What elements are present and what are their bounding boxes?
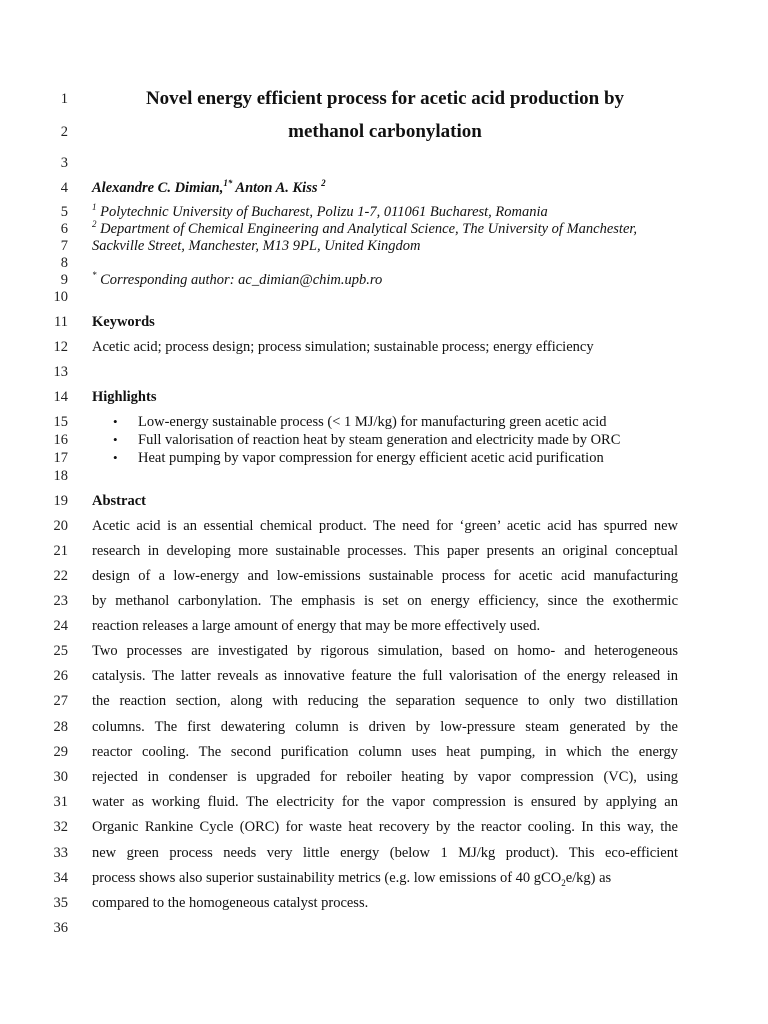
- abstract-line: [92, 869, 678, 887]
- corresponding-author: [92, 271, 678, 289]
- abstract-line: water as working fluid. The electricity for the vapor compression is ensured by applying an: [92, 794, 678, 810]
- paper-title-line-2: methanol carbonylation: [288, 121, 482, 142]
- line-number: 22: [53, 568, 68, 584]
- line-number: 34: [53, 870, 68, 886]
- line-number: 7: [60, 238, 68, 254]
- abstract-line: rejected in condenser is upgraded for reboiler heating by vapor compression (VC), using: [92, 769, 678, 785]
- keywords-text: Acetic acid; process design; process simulation; sustainable process; energy efficiency: [92, 339, 594, 355]
- abstract-line: Acetic acid is an essential chemical product. The need for ‘green’ acetic acid has spurred new: [92, 518, 678, 534]
- line-number: 10: [53, 289, 68, 305]
- highlight-item: Full valorisation of reaction heat by steam generation and electricity made by ORC: [138, 432, 621, 448]
- abstract-line: catalysis. The latter reveals as innovative feature the full valorisation of the energy released in: [92, 668, 678, 684]
- affiliation-2: [92, 220, 678, 238]
- line-number: 4: [60, 180, 68, 196]
- line-number: 5: [60, 204, 68, 220]
- line-number: 12: [53, 339, 68, 355]
- affiliation-text: Polytechnic University of Bucharest, Polizu 1-7, 011061 Bucharest, Romania: [100, 204, 548, 220]
- abstract-line: the reaction section, along with reducing the separation sequence to only two distillation: [92, 693, 678, 709]
- line-number: 17: [53, 450, 68, 466]
- author-list: [92, 179, 678, 197]
- abstract-line: Two processes are investigated by rigorous simulation, based on homo- and heterogeneous: [92, 643, 678, 659]
- line-number: 31: [53, 794, 68, 810]
- line-number: 26: [53, 668, 68, 684]
- line-number: 35: [53, 895, 68, 911]
- highlights-heading: Highlights: [92, 389, 157, 405]
- affiliation-1: [92, 203, 678, 221]
- abstract-line: compared to the homogeneous catalyst process.: [92, 895, 369, 911]
- abstract-text-run: e/kg) as: [565, 870, 612, 886]
- abstract-line: by methanol carbonylation. The emphasis is set on energy efficiency, since the exothermic: [92, 593, 678, 609]
- paper-title-line-1: Novel energy efficient process for acetic acid production by: [145, 88, 625, 109]
- corresponding-marker: *: [92, 270, 97, 281]
- line-number: 20: [53, 518, 68, 534]
- corresponding-email: Corresponding author: ac_dimian@chim.upb.ro: [100, 272, 383, 288]
- line-number: 15: [53, 414, 68, 430]
- affiliation-marker: 1: [92, 202, 97, 213]
- line-number: 29: [53, 744, 68, 760]
- line-number: 18: [53, 468, 68, 484]
- abstract-line: columns. The first dewatering column is driven by low-pressure steam generated by the: [92, 719, 678, 735]
- line-number: 13: [53, 364, 68, 380]
- abstract-heading: Abstract: [92, 493, 146, 509]
- line-number: 23: [53, 593, 68, 609]
- line-number: 19: [53, 493, 68, 509]
- line-number: 27: [53, 693, 68, 709]
- abstract-line: Organic Rankine Cycle (ORC) for waste heat recovery by the reactor cooling. In this way, the: [92, 819, 678, 835]
- line-number: 21: [53, 543, 68, 559]
- line-number: 11: [54, 314, 68, 330]
- abstract-line-part: [92, 869, 611, 887]
- bullet-icon: •: [113, 414, 118, 429]
- keywords-heading: Keywords: [92, 314, 155, 330]
- line-number: 14: [53, 389, 68, 405]
- line-number: 25: [53, 643, 68, 659]
- line-number: 2: [60, 124, 68, 140]
- author-superscript: 1*: [223, 178, 233, 189]
- line-number: 36: [53, 920, 68, 936]
- affiliation-2-continued: Sackville Street, Manchester, M13 9PL, United Kingdom: [92, 238, 421, 254]
- line-number: 3: [60, 155, 68, 171]
- line-number: 8: [60, 255, 68, 271]
- bullet-icon: •: [113, 450, 118, 465]
- abstract-line: research in developing more sustainable processes. This paper presents an original conceptual: [92, 543, 678, 559]
- abstract-line: reaction releases a large amount of energy that may be more effectively used.: [92, 618, 541, 634]
- highlight-item: Heat pumping by vapor compression for energy efficient acetic acid purification: [138, 450, 604, 466]
- line-number: 30: [53, 769, 68, 785]
- abstract-line: new green process needs very little energy (below 1 MJ/kg product). This eco-efficient: [92, 845, 678, 861]
- abstract-line: design of a low-energy and low-emissions sustainable process for acetic acid manufacturing: [92, 568, 678, 584]
- line-number: 6: [60, 221, 68, 237]
- line-number: 32: [53, 819, 68, 835]
- line-number: 1: [60, 91, 68, 107]
- highlight-item: Low-energy sustainable process (< 1 MJ/kg) for manufacturing green acetic acid: [138, 414, 607, 430]
- author-name: Anton A. Kiss: [235, 180, 318, 196]
- abstract-text-run: process shows also superior sustainability metrics (e.g. low emissions of 40 gCO: [92, 870, 562, 886]
- bullet-icon: •: [113, 432, 118, 447]
- author-superscript: 2: [321, 178, 326, 189]
- line-number: 33: [53, 845, 68, 861]
- line-number: 9: [60, 272, 68, 288]
- abstract-line: reactor cooling. The second purification column uses heat pumping, in which the energy: [92, 744, 678, 760]
- line-number: 16: [53, 432, 68, 448]
- author-name: Alexandre C. Dimian,: [92, 180, 224, 196]
- affiliation-marker: 2: [92, 219, 97, 230]
- line-number: 24: [53, 618, 68, 634]
- subscript-2: 2: [561, 877, 566, 888]
- line-number: 28: [53, 719, 68, 735]
- affiliation-text: Department of Chemical Engineering and Analytical Science, The University of Manchester,: [100, 221, 638, 237]
